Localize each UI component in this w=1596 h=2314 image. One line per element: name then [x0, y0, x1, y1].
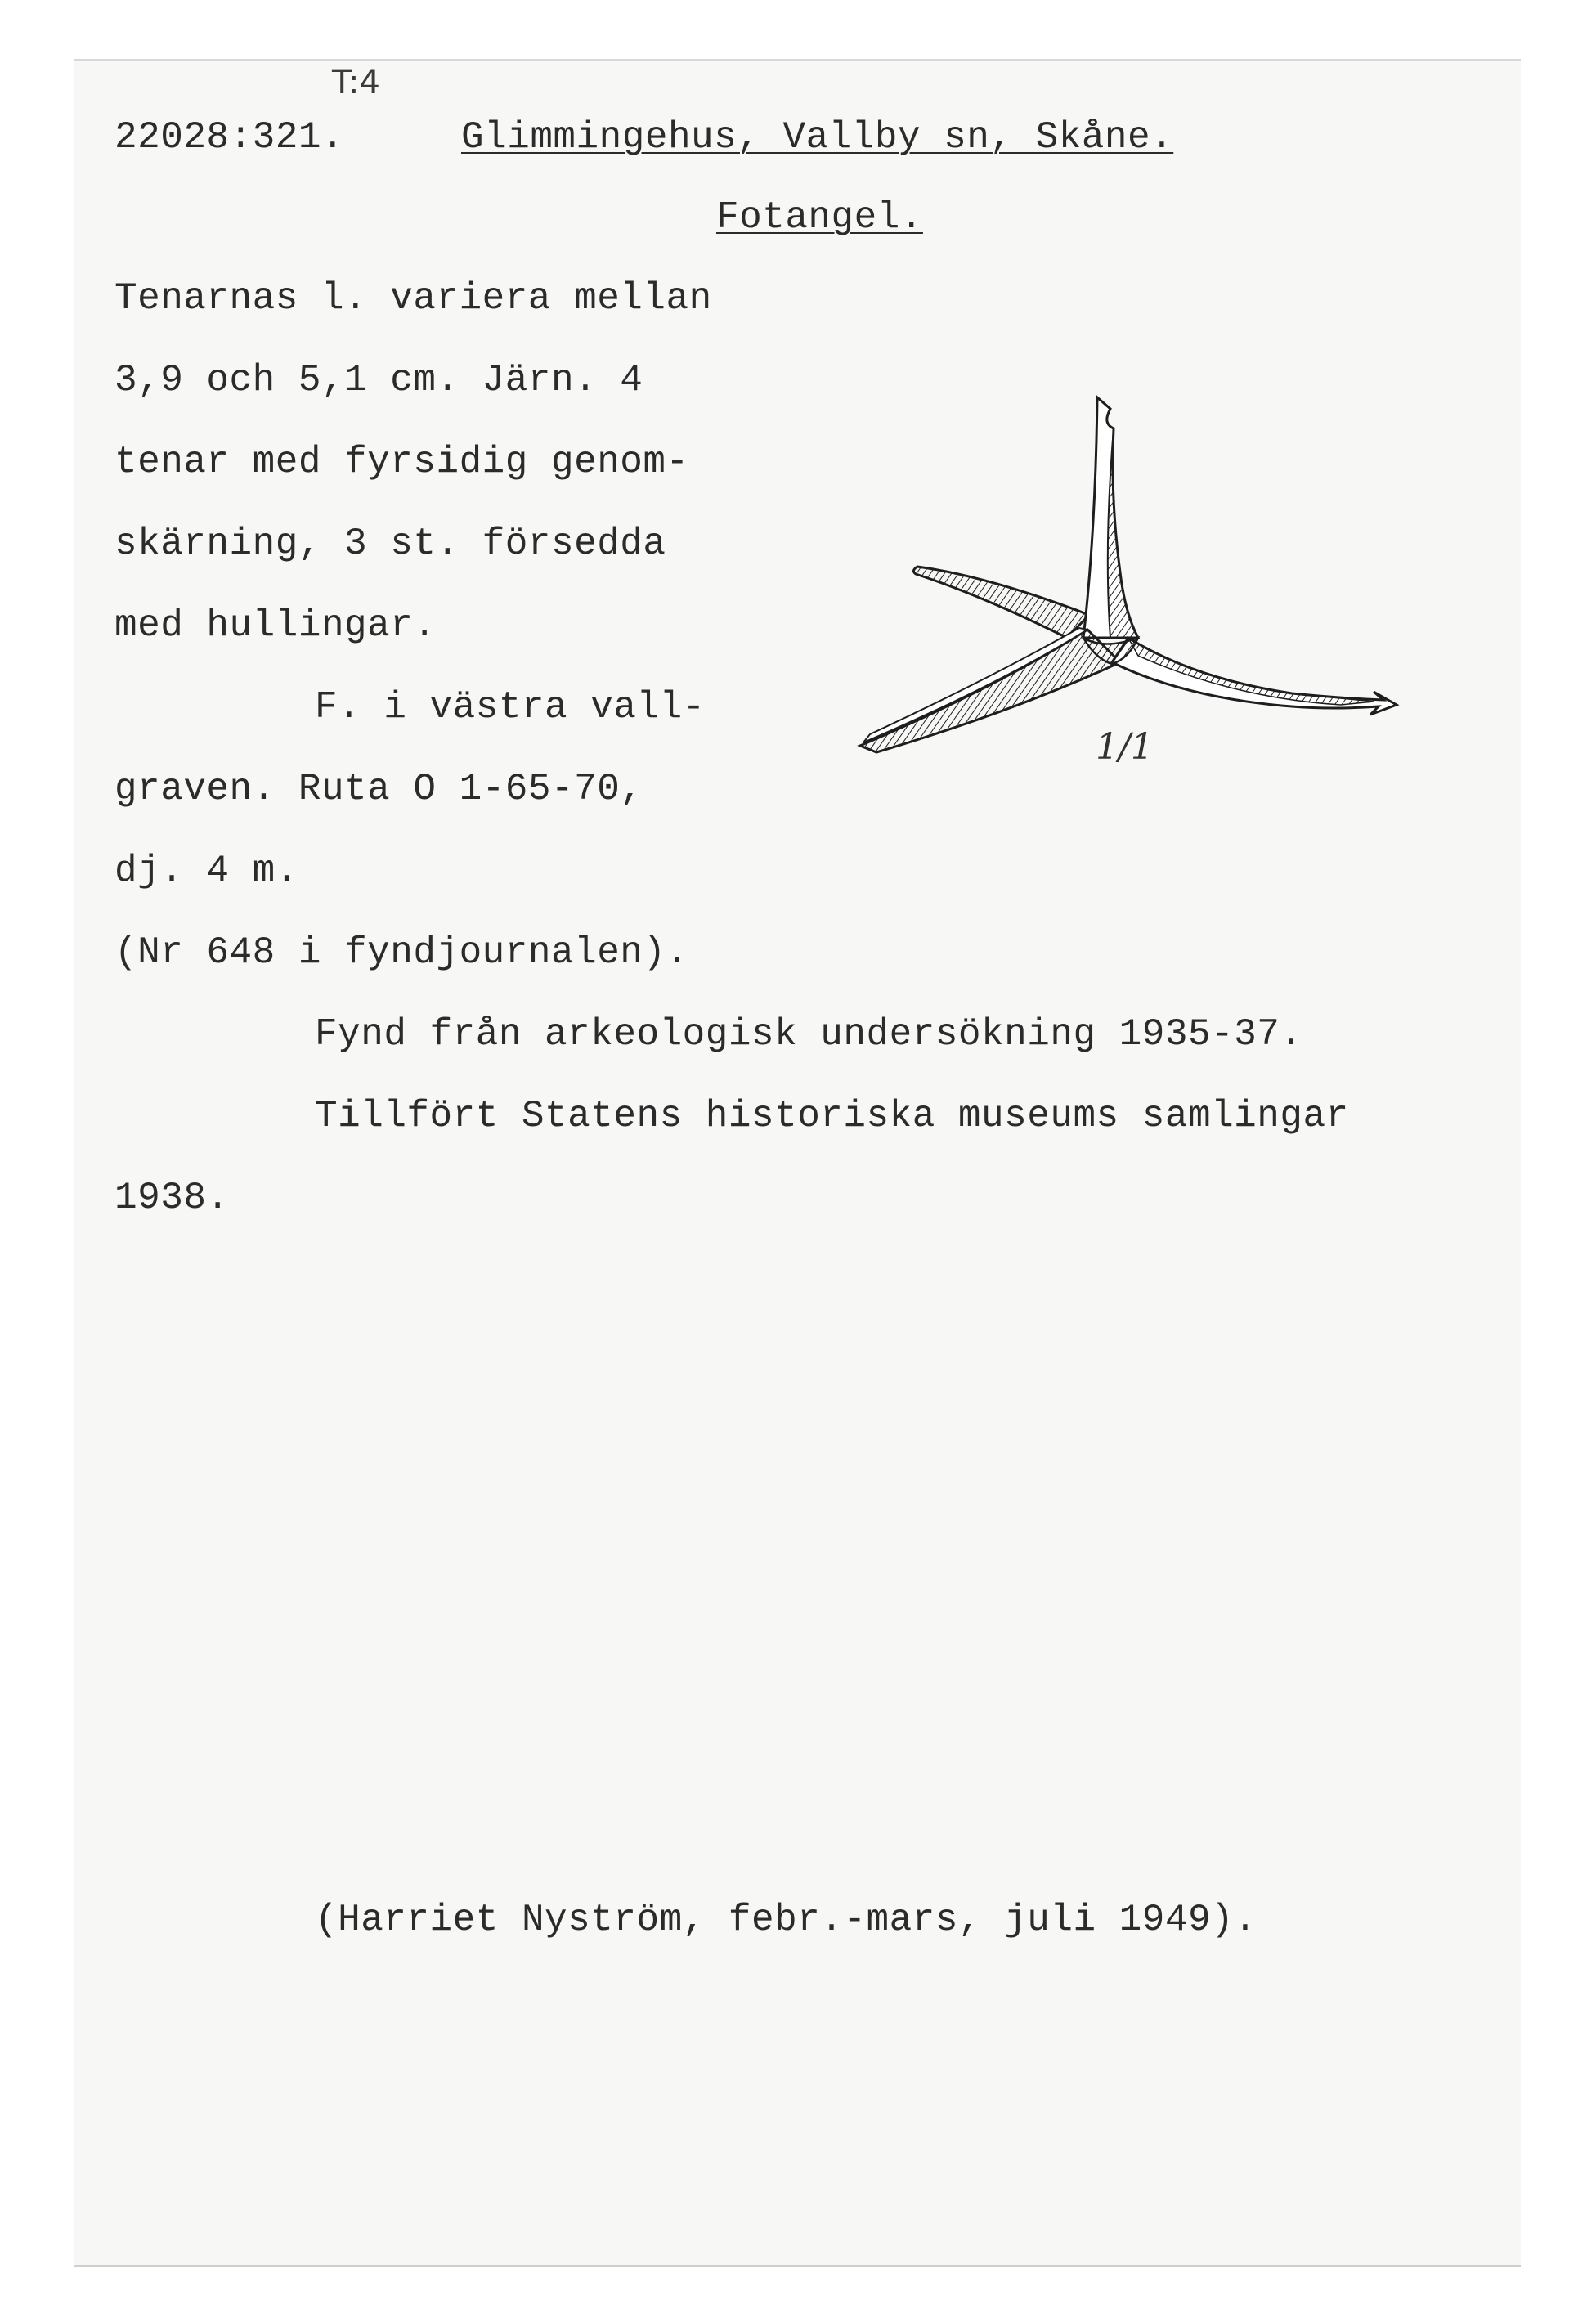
caltrop-upper-spike-shade — [1108, 428, 1138, 638]
scale-label: 1/1 — [1096, 726, 1154, 768]
handwritten-mark: T:4 — [332, 64, 380, 101]
catalog-number: 22028:321. — [114, 116, 345, 159]
caltrop-illustration — [850, 368, 1406, 777]
caltrop-left-spike — [860, 630, 1120, 752]
journal-note: (Nr 648 i fyndjournalen). — [114, 931, 689, 974]
description-line-4: skärning, 3 st. försedda — [114, 522, 666, 565]
location-title: Glimmingehus, Vallby sn, Skåne. — [461, 116, 1174, 159]
object-name: Fotangel. — [716, 196, 923, 239]
find-line-1: F. i västra vall- — [315, 686, 706, 729]
find-line-3: dj. 4 m. — [114, 850, 298, 892]
description-line-3: tenar med fyrsidig genom- — [114, 441, 689, 483]
excavation-note: Fynd från arkeologisk undersökning 1935-37. — [315, 1013, 1303, 1056]
description-line-5: med hullingar. — [114, 604, 437, 647]
transfer-note-line-2: 1938. — [114, 1177, 230, 1219]
find-line-2: graven. Ruta O 1-65-70, — [114, 768, 643, 810]
signature-line: (Harriet Nyström, febr.-mars, juli 1949). — [315, 1899, 1258, 1941]
caltrop-back-spike — [913, 567, 1089, 638]
transfer-note-line-1: Tillfört Statens historiska museums samlingar — [315, 1095, 1349, 1137]
description-line-1: Tenarnas l. variera mellan — [114, 277, 712, 320]
description-line-2: 3,9 och 5,1 cm. Järn. 4 — [114, 359, 643, 401]
